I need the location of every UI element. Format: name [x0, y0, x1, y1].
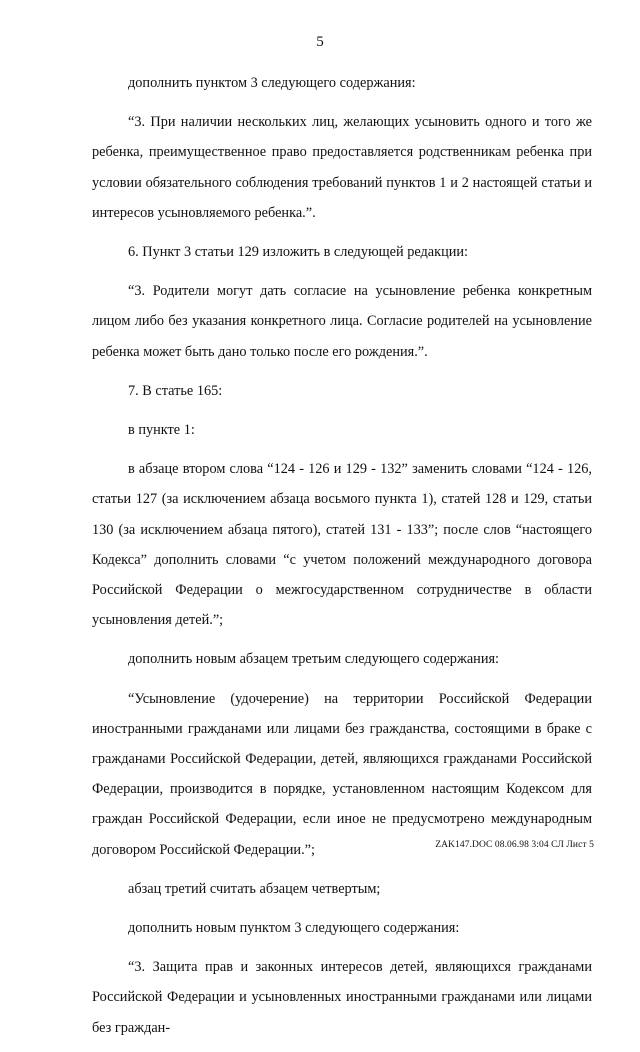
paragraph: дополнить новым абзацем третьим следующего содержания: [128, 651, 500, 668]
paragraph: дополнить новым пунктом 3 следующего содержания: [128, 920, 460, 937]
page-number: 5 [316, 34, 324, 50]
paragraph: “3. Родители могут дать согласие на усыновление ребенка конкретным лицом либо без указания конкретного лица. Согласие родителей на усыновление ребенка может быть дано только после его рождения.”. [92, 283, 592, 360]
document-body [92, 68, 592, 1052]
paragraph: “3. При наличии нескольких лиц, желающих усыновить одного и того же ребенка, преимущественное право предоставляется родственникам ребенка при условии обязательного соблюдения требований пунктов 1 и 2 настоящей статьи и интересов усыновляемого ребенка.”. [92, 114, 592, 221]
paragraph: 6. Пункт 3 статьи 129 изложить в следующей редакции: [128, 244, 469, 261]
paragraph: дополнить пунктом 3 следующего содержания: [128, 75, 416, 91]
paragraph: 7. В статье 165: [128, 382, 223, 399]
paragraph: в абзаце втором слова “124 - 126 и 129 - 132” заменить словами “124 - 126, статьи 127 (за исключением абзаца восьмого пункта 1), статей 128 и 129, статьи 130 (за исключением абзаца пятого), статей 131 - 133”; после слов “настоящего Кодекса” дополнить словами “с учетом положений международного договора Российской Федерации о межгосударственном сотрудничестве в области усыновления детей.”; [92, 461, 592, 629]
paragraph: в пункте 1: [128, 422, 195, 439]
document-footer: ZAK147.DOC 08.06.98 3:04 СЛ Лист 5 [435, 840, 594, 850]
paragraph: абзац третий считать абзацем четвертым; [128, 880, 381, 897]
paragraph: “Усыновление (удочерение) на территории Российской Федерации иностранными гражданами или лицами без гражданства, состоящими в браке с гражданами Российской Федерации, детей, являющихся гражданами Российской Федерации, производится в порядке, установленном настоящим Кодексом для граждан Российской Федерации, если иное не предусмотрено международным договором Российской Федерации.”; [92, 690, 592, 858]
paragraph: “3. Защита прав и законных интересов детей, являющихся гражданами Российской Федерации и усыновленных иностранными гражданами или лицами без граждан- [92, 959, 592, 1036]
